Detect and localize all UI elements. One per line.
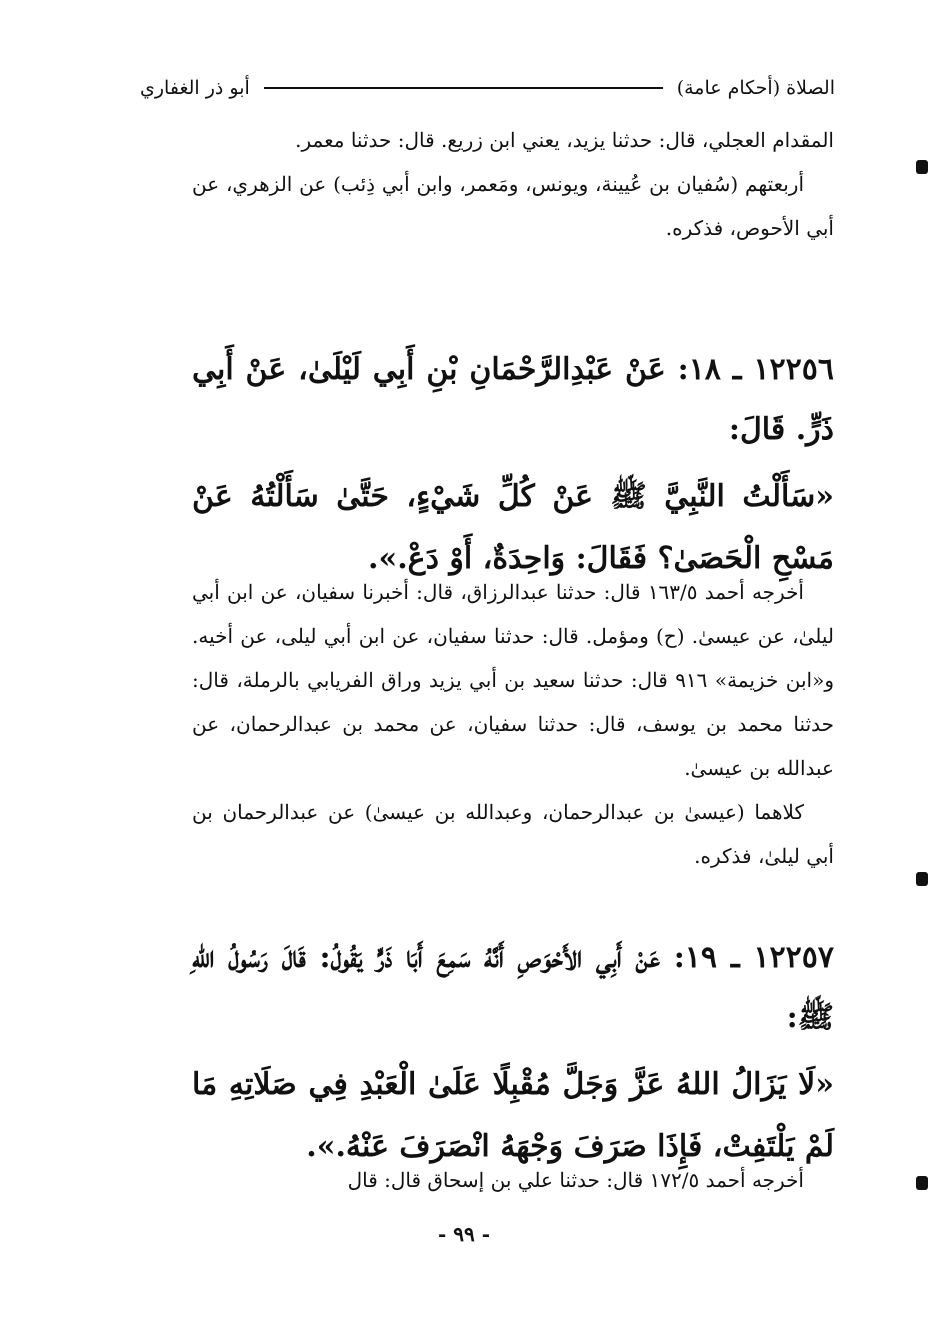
intro-section [192,118,834,250]
intro-paragraph: أربعتهم (سُفيان بن عُيينة، ويونس، ومَعمر، وابن أبي ذِئب) عن الزهري، عن أبي الأحوص، فذكره. [192,172,834,240]
companion-name: أبو ذر الغفاري [140,77,250,99]
intro-continuation: المقدام العجلي، قال: حدثنا يزيد، يعني ابن زريع. قال: حدثنا معمر. [295,128,834,152]
takhrij-paragraph: أخرجه أحمد ١٦٣/٥ قال: حدثنا عبدالرزاق، قال: أخبرنا سفيان، عن ابن أبي ليلىٰ، عن عيسىٰ. (ح) ومؤمل. قال: حدثنا سفيان، عن ابن أبي ليلى، عن أخيه. و«ابن خزيمة» ٩١٦ قال: حدثنا سعيد بن أبي يزيد وراق الفريابي بالرملة، قال: حدثنا محمد بن يوسف، قال: حدثنا سفيان، عن محمد بن عبدالرحمان، عن عبدالله بن عيسىٰ. [192,580,834,780]
hadith-18-heading: ١٢٢٥٦ ـ ١٨: عَنْ عَبْدِالرَّحْمَانِ بْنِ أَبِي لَيْلَىٰ، عَنْ أَبِي ذَرٍّ. قَالَ: [192,352,834,447]
hadith-18-text: «سَأَلْتُ النَّبِيَّ ﷺ عَنْ كُلِّ شَيْءٍ، حَتَّىٰ سَأَلْتُهُ عَنْ مَسْحِ الْحَصَىٰ؟ فَقَالَ: وَاحِدَةٌ، أَوْ دَعْ.». [192,479,834,576]
hadith-18-takhrij [192,570,834,878]
hadith-19-text: «لَا يَزَالُ اللهُ عَزَّ وَجَلَّ مُقْبِلًا عَلَىٰ الْعَبْدِ فِي صَلَاتِهِ مَا لَمْ يَلْتَفِتْ، فَإِذَا صَرَفَ وَجْهَهُ انْصَرَفَ عَنْهُ.». [192,1067,834,1164]
hadith-19-heading: ١٢٢٥٧ ـ ١٩: عَنْ أَبِي الأَحْوَصِ أَنَّهُ سَمِعَ أَبَا ذَرٍّ يَقُولُ: قَالَ رَسُولُ اللهِ ﷺ: [192,940,834,1035]
margin-mark [916,160,928,174]
chapter-title: الصلاة (أحكام عامة) [676,77,835,99]
both-paragraph: كلاهما (عيسىٰ بن عبدالرحمان، وعبدالله بن عيسىٰ) عن عبدالرحمان بن أبي ليلىٰ، فذكره. [192,800,834,868]
hadith-18-section [192,340,834,590]
hadith-19-section [192,928,834,1178]
header-rule [264,87,663,89]
hadith-19-takhrij [192,1158,834,1202]
running-header [140,72,835,104]
takhrij-paragraph-19: أخرجه أحمد ١٧٢/٥ قال: حدثنا علي بن إسحاق قال: قال [347,1168,804,1192]
margin-mark [916,872,928,886]
margin-mark [916,1176,928,1190]
page-number: - ٩٩ - [437,1222,490,1246]
